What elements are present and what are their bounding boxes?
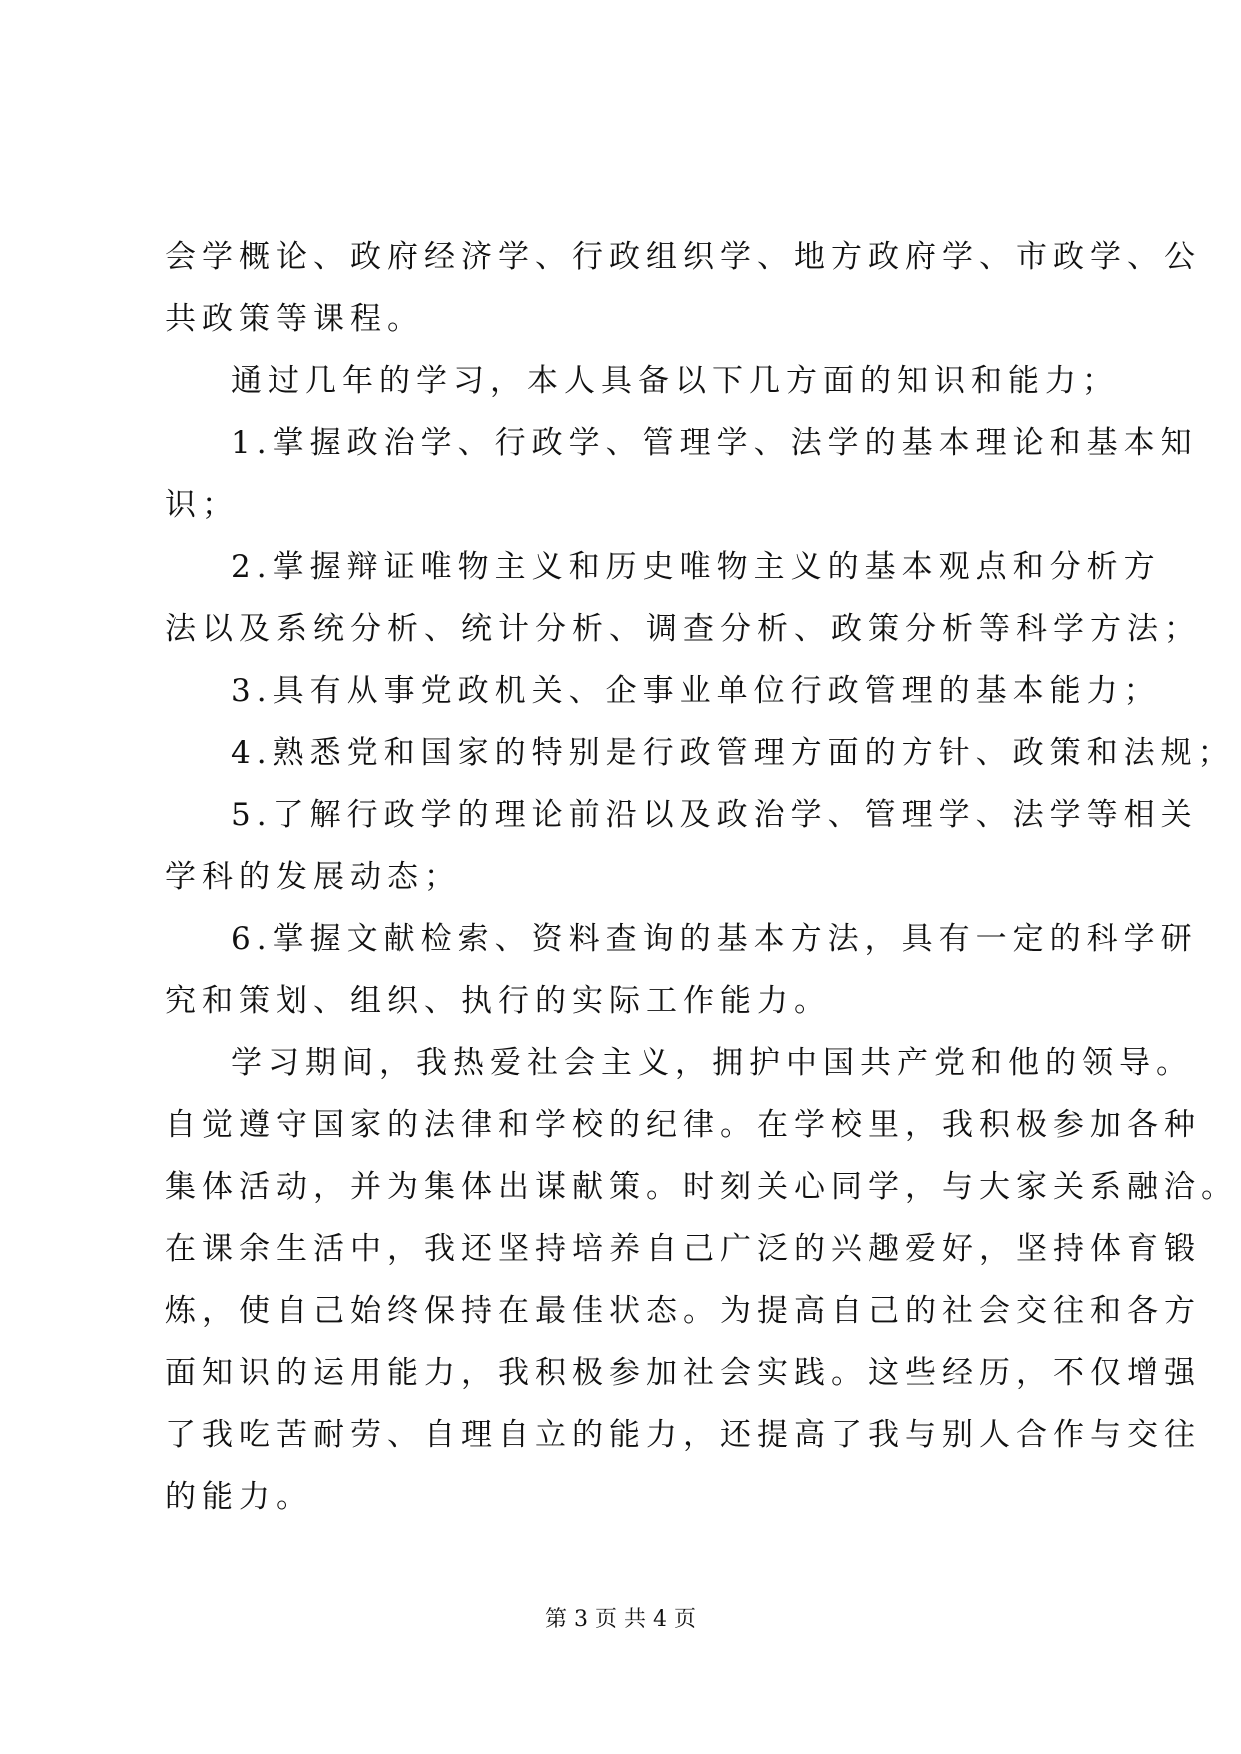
- text-line: 了我吃苦耐劳、自理自立的能力，还提高了我与别人合作与交往: [165, 1417, 1201, 1453]
- paragraph-intro: 通过几年的学习，本人具备以下几方面的知识和能力；: [231, 363, 1119, 399]
- list-item-1: 1.掌握政治学、行政学、管理学、法学的基本理论和基本知: [231, 425, 1198, 461]
- text-line: 在课余生活中，我还坚持培养自己广泛的兴趣爱好，坚持体育锻: [165, 1231, 1201, 1267]
- page-number-footer: 第 3 页 共 4 页: [545, 1607, 696, 1632]
- text-line: 面知识的运用能力，我积极参加社会实践。这些经历，不仅增强: [165, 1355, 1201, 1391]
- text-line: 的能力。: [165, 1479, 313, 1515]
- document-body: [165, 226, 1238, 1528]
- text-line: 自觉遵守国家的法律和学校的纪律。在学校里，我积极参加各种: [165, 1107, 1201, 1143]
- text-line: 会学概论、政府经济学、行政组织学、地方政府学、市政学、公: [165, 239, 1201, 275]
- list-item-4: 4.熟悉党和国家的特别是行政管理方面的方针、政策和法规；: [231, 735, 1235, 771]
- text-line: 炼，使自己始终保持在最佳状态。为提高自己的社会交往和各方: [165, 1293, 1201, 1329]
- text-line: 法以及系统分析、统计分析、调查分析、政策分析等科学方法；: [165, 611, 1201, 647]
- list-item-6: 6.掌握文献检索、资料查询的基本方法，具有一定的科学研: [231, 921, 1198, 957]
- list-item-3: 3.具有从事党政机关、企事业单位行政管理的基本能力；: [231, 673, 1161, 709]
- text-line: 究和策划、组织、执行的实际工作能力。: [165, 983, 831, 1019]
- paragraph-study-period: 学习期间，我热爱社会主义，拥护中国共产党和他的领导。: [231, 1045, 1193, 1081]
- list-item-5: 5.了解行政学的理论前沿以及政治学、管理学、法学等相关: [231, 797, 1198, 833]
- text-line: 共政策等课程。: [165, 301, 424, 337]
- text-line: 学科的发展动态；: [165, 859, 461, 895]
- list-item-2: 2.掌握辩证唯物主义和历史唯物主义的基本观点和分析方: [231, 549, 1161, 585]
- text-line: 识；: [165, 487, 239, 523]
- text-line: 集体活动，并为集体出谋献策。时刻关心同学，与大家关系融洽。: [165, 1169, 1238, 1205]
